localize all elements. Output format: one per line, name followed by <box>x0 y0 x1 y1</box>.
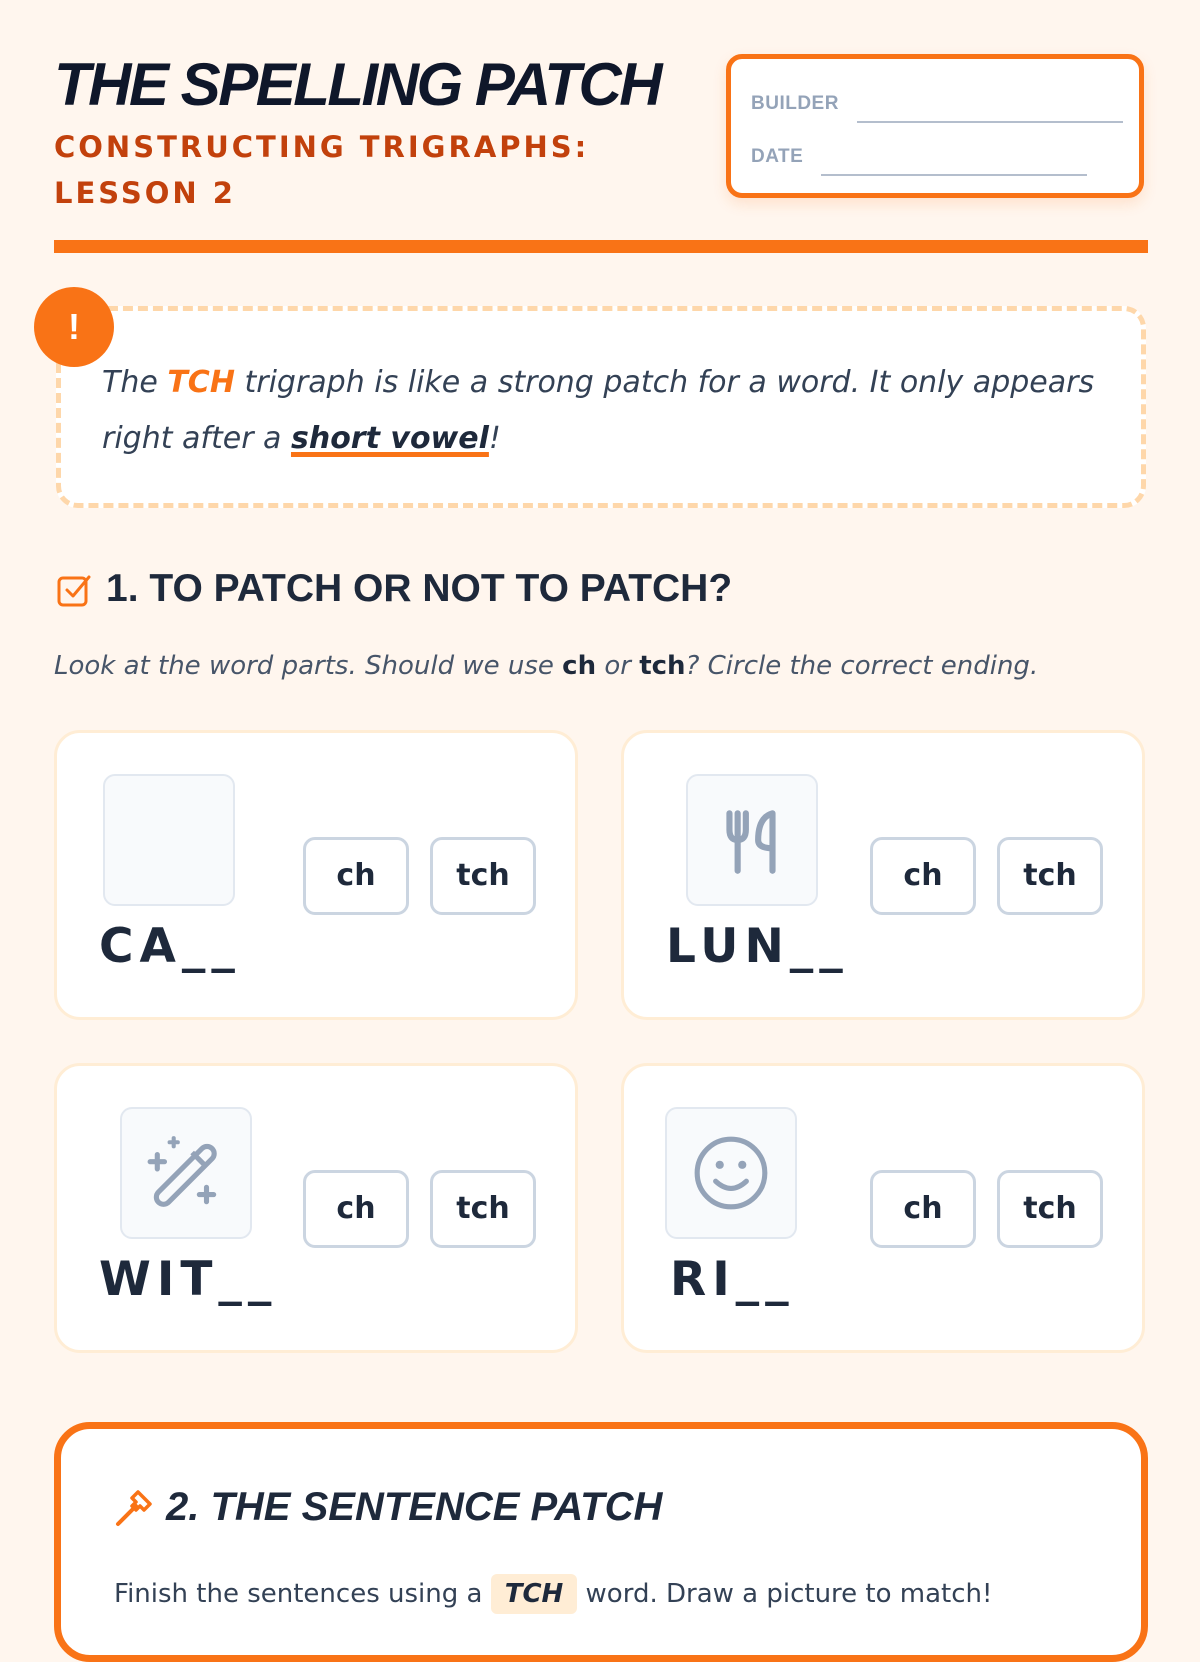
instr-option-tch: tch <box>639 651 686 681</box>
word-stem: WIT__ <box>99 1252 278 1307</box>
tip-text <box>102 355 1102 467</box>
option-tch[interactable]: tch <box>430 837 536 915</box>
smiley-icon <box>690 1132 772 1214</box>
builder-field[interactable] <box>857 121 1123 123</box>
tip-text-middle: trigraph is like a strong patch for a word. It only appears right after a <box>102 365 1095 456</box>
tip-highlight: TCH <box>167 365 235 400</box>
picture-frame <box>665 1107 797 1239</box>
section-1-instructions <box>54 646 1038 686</box>
page-title: THE SPELLING PATCH <box>54 51 661 118</box>
word-card-ca <box>54 730 578 1020</box>
instr-text: word. Draw a picture to match! <box>577 1579 993 1609</box>
builder-label: BUILDER <box>751 93 839 114</box>
tip-text-end: ! <box>488 421 501 456</box>
instr-text: Look at the word parts. Should we use <box>54 651 563 681</box>
option-tch[interactable]: tch <box>997 837 1103 915</box>
picture-frame <box>120 1107 252 1239</box>
word-stem: RI__ <box>670 1252 795 1307</box>
word-card-wit <box>54 1063 578 1353</box>
option-ch[interactable]: ch <box>303 1170 409 1248</box>
option-tch[interactable]: tch <box>430 1170 536 1248</box>
page-subtitle: CONSTRUCTING TRIGRAPHS: LESSON 2 <box>54 130 590 210</box>
word-card-lun <box>621 730 1145 1020</box>
picture-frame <box>686 774 818 906</box>
date-label: DATE <box>751 146 804 167</box>
word-stem: CA__ <box>99 919 241 974</box>
option-ch[interactable]: ch <box>870 837 976 915</box>
magic-wand-icon <box>145 1132 227 1214</box>
fork-icon <box>711 799 793 881</box>
instr-text: or <box>596 651 640 681</box>
picture-placeholder <box>103 774 235 906</box>
tip-text-start: The <box>102 365 168 400</box>
builder-info-box <box>726 54 1144 198</box>
instr-text: ? Circle the correct ending. <box>685 651 1039 681</box>
option-tch[interactable]: tch <box>997 1170 1103 1248</box>
tip-emphasis: short vowel <box>290 421 489 456</box>
option-ch[interactable]: ch <box>303 837 409 915</box>
word-stem: LUN__ <box>666 919 849 974</box>
tch-tag: TCH <box>491 1574 578 1614</box>
option-ch[interactable]: ch <box>870 1170 976 1248</box>
word-card-ri <box>621 1063 1145 1353</box>
checkbox-icon <box>56 572 92 608</box>
section-1-title: 1. TO PATCH OR NOT TO PATCH? <box>106 567 733 610</box>
date-field[interactable] <box>821 174 1087 176</box>
instr-text: Finish the sentences using a <box>114 1579 491 1609</box>
instr-option-ch: ch <box>562 651 597 681</box>
hammer-icon <box>114 1488 154 1528</box>
alert-icon: ! <box>34 287 114 367</box>
section-2-box <box>54 1422 1148 1662</box>
section-2-title: 2. THE SENTENCE PATCH <box>166 1485 663 1529</box>
header-divider <box>54 240 1148 253</box>
section-2-instructions <box>114 1574 992 1614</box>
